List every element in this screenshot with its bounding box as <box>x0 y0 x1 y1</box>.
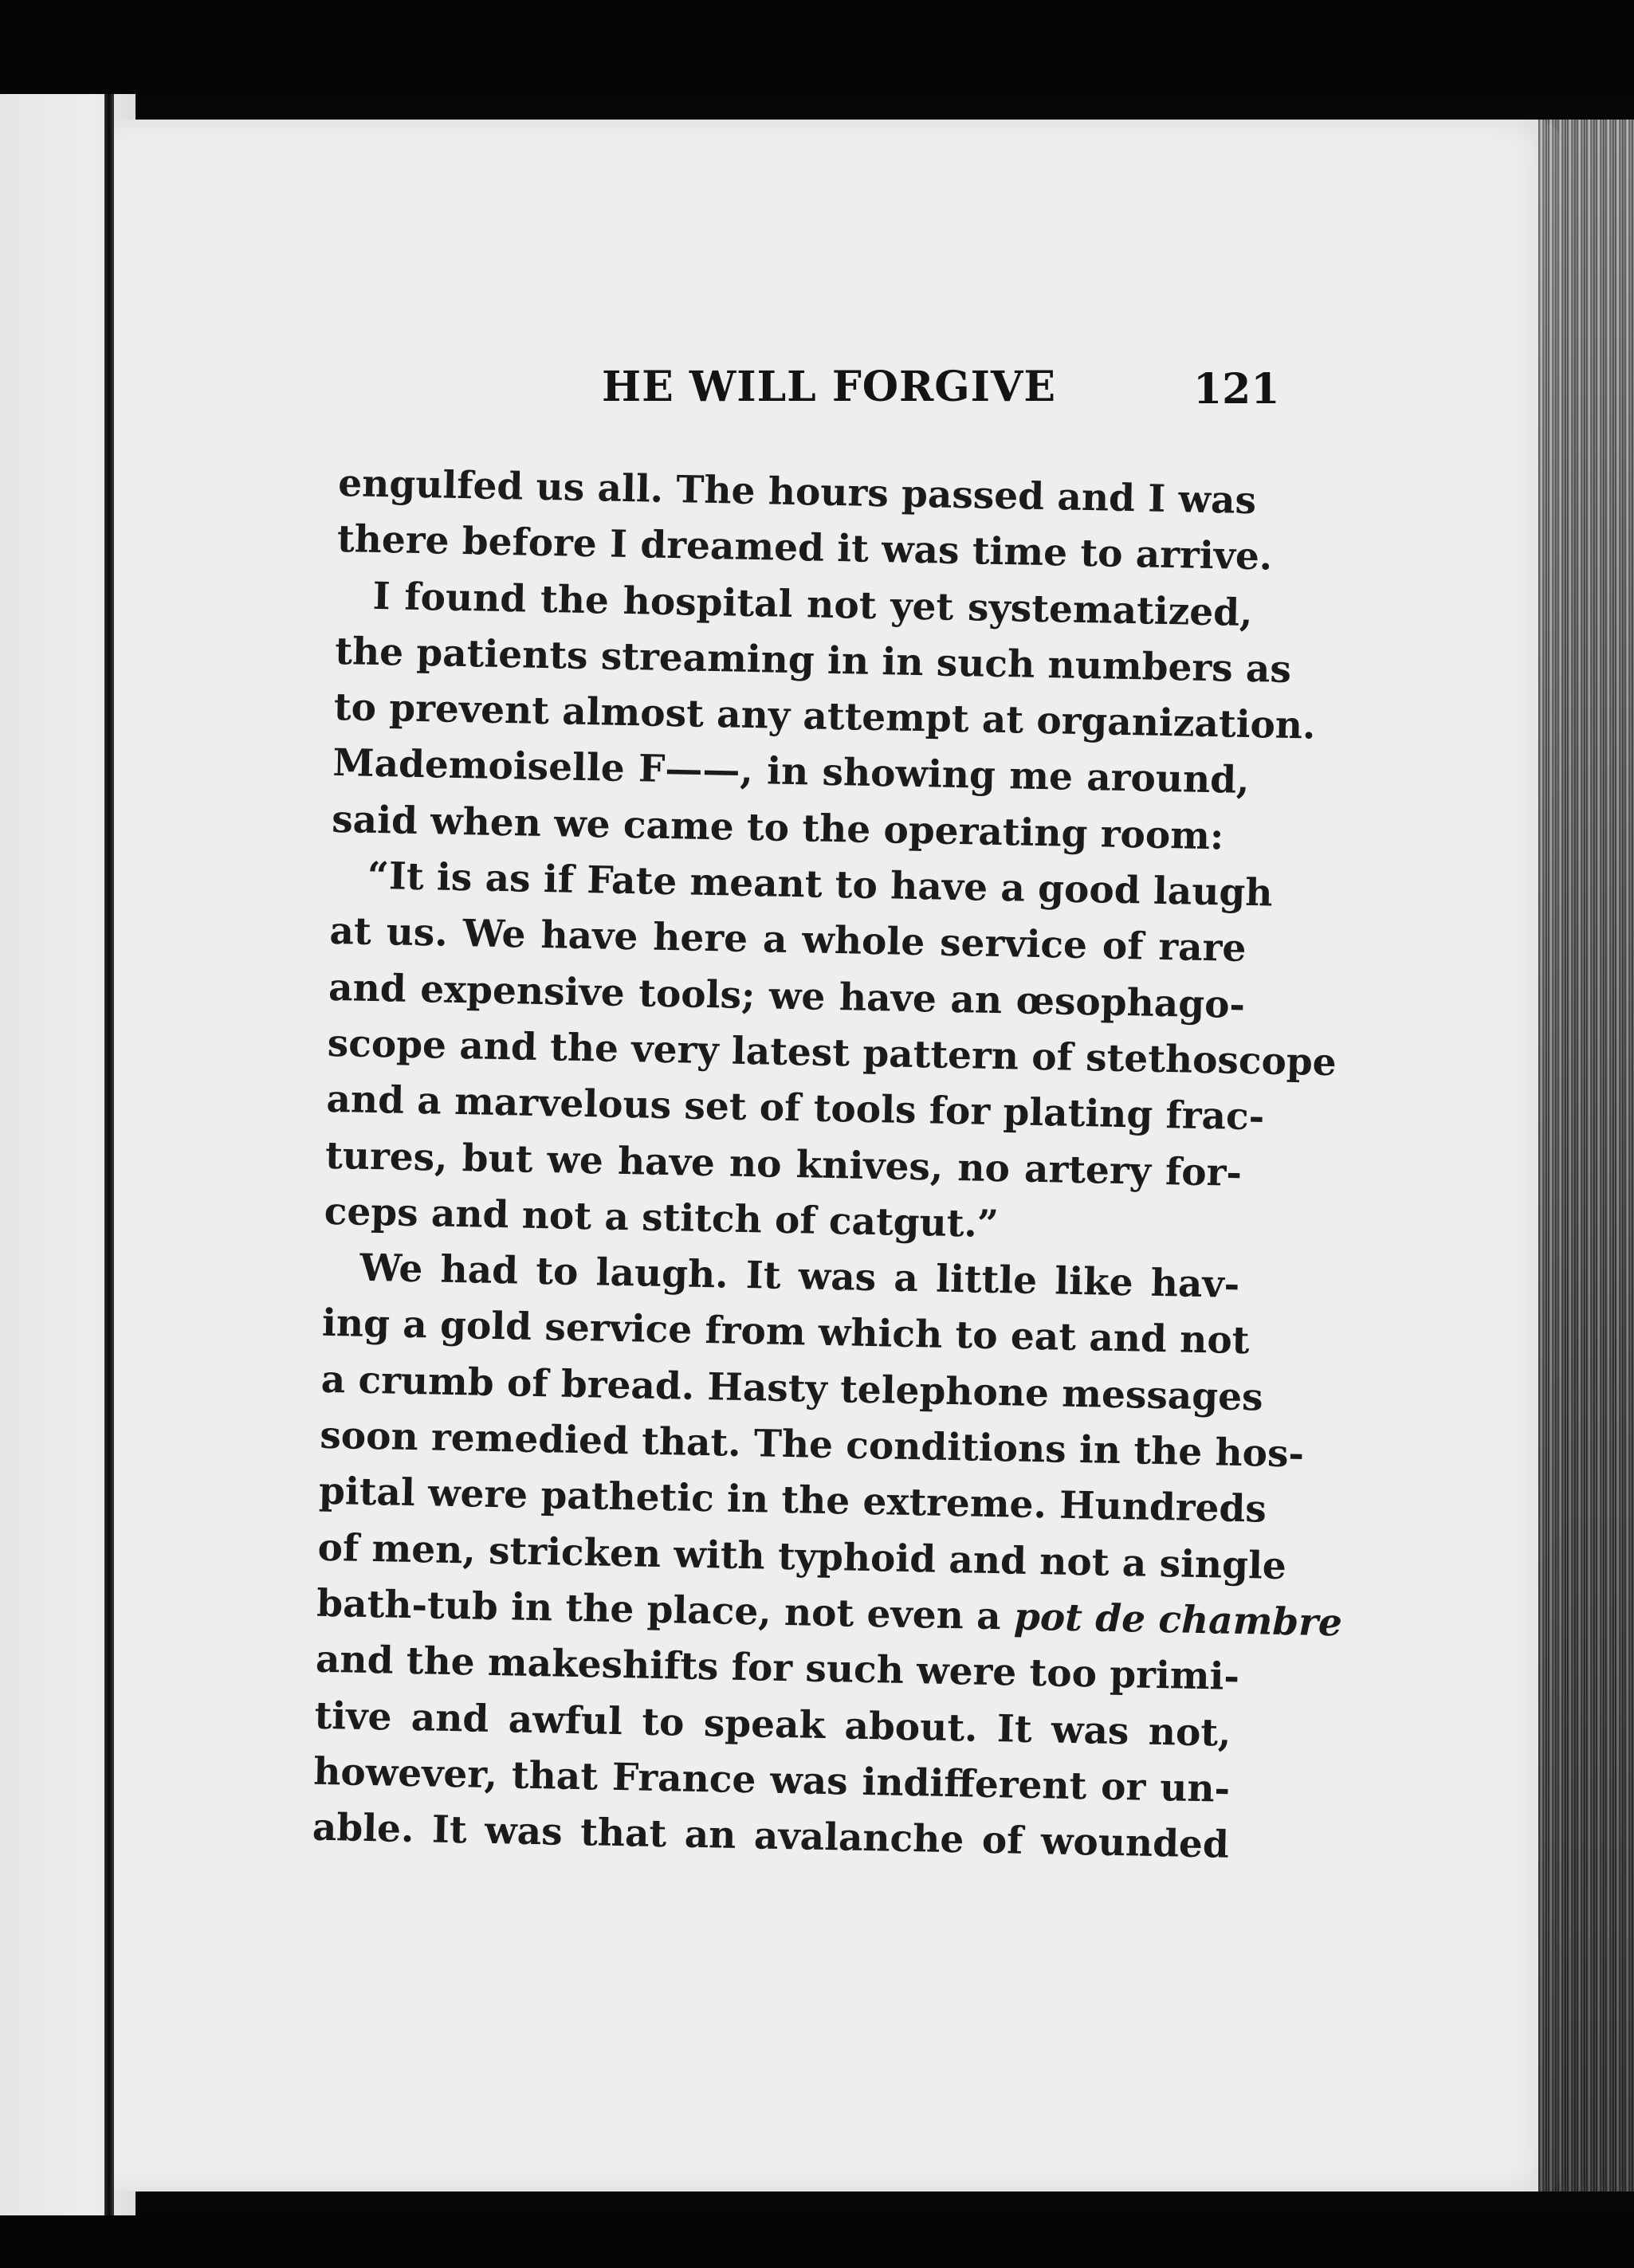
text-line: and the makeshifts for such were too primi- <box>315 1637 1240 1700</box>
text-line: a crumb of bread. Hasty telephone messages <box>320 1357 1264 1420</box>
text-line: pital were pathetic in the extreme. Hundreds <box>318 1469 1267 1532</box>
text-line: however, that France was indifferent or un- <box>312 1749 1231 1811</box>
text-line: and expensive tools; we have an œsophago- <box>328 965 1246 1027</box>
text-line: to prevent almost any attempt at organization. <box>333 685 1316 748</box>
text-line: and a marvelous set of tools for plating frac- <box>325 1077 1265 1140</box>
running-title: HE WILL FORGIVE <box>602 363 1056 411</box>
text-line: ing a gold service from which to eat and not <box>321 1301 1250 1364</box>
text-line: engulfed us all. The hours passed and I was <box>337 461 1257 524</box>
text-line: of men, stricken with typhoid and not a single <box>317 1525 1287 1588</box>
text-line-start: bath-tub in the place, not even a <box>316 1581 1015 1639</box>
text-line: “It is as if Fate meant to have a good laugh <box>367 853 1273 916</box>
text-line: tive and awful to speak about. It was not, <box>314 1693 1231 1756</box>
text-line: said when we came to the operating room: <box>331 797 1224 859</box>
body-text <box>312 456 1343 1874</box>
scan-top-border <box>0 0 1634 94</box>
text-line: scope and the very latest pattern of stethoscope <box>327 1021 1337 1085</box>
text-line: I found the hospital not yet systematized, <box>372 574 1253 635</box>
text-line: there before I dreamed it was time to arrive. <box>336 517 1273 579</box>
text-line: at us. We have here a whole service of rare <box>329 909 1247 971</box>
text-line: soon remedied that. The conditions in the hos- <box>319 1413 1305 1477</box>
book-gutter <box>104 94 114 2215</box>
italic-phrase: pot de chambre <box>1013 1595 1343 1646</box>
page-number: 121 <box>1193 365 1280 414</box>
scan-bottom-border <box>0 2215 1634 2268</box>
page-edges-shade <box>1538 120 1634 2191</box>
text-line: tures, but we have no knives, no artery for- <box>324 1133 1243 1195</box>
text-line: ceps and not a stitch of catgut.” <box>324 1189 1000 1246</box>
text-line: able. It was that an avalanche of wounded <box>312 1805 1230 1867</box>
text-line: Mademoiselle F——, in showing me around, <box>332 741 1250 803</box>
text-line: We had to laugh. It was a little like hav- <box>359 1246 1240 1308</box>
text-line: the patients streaming in in such numbers as <box>334 629 1292 692</box>
